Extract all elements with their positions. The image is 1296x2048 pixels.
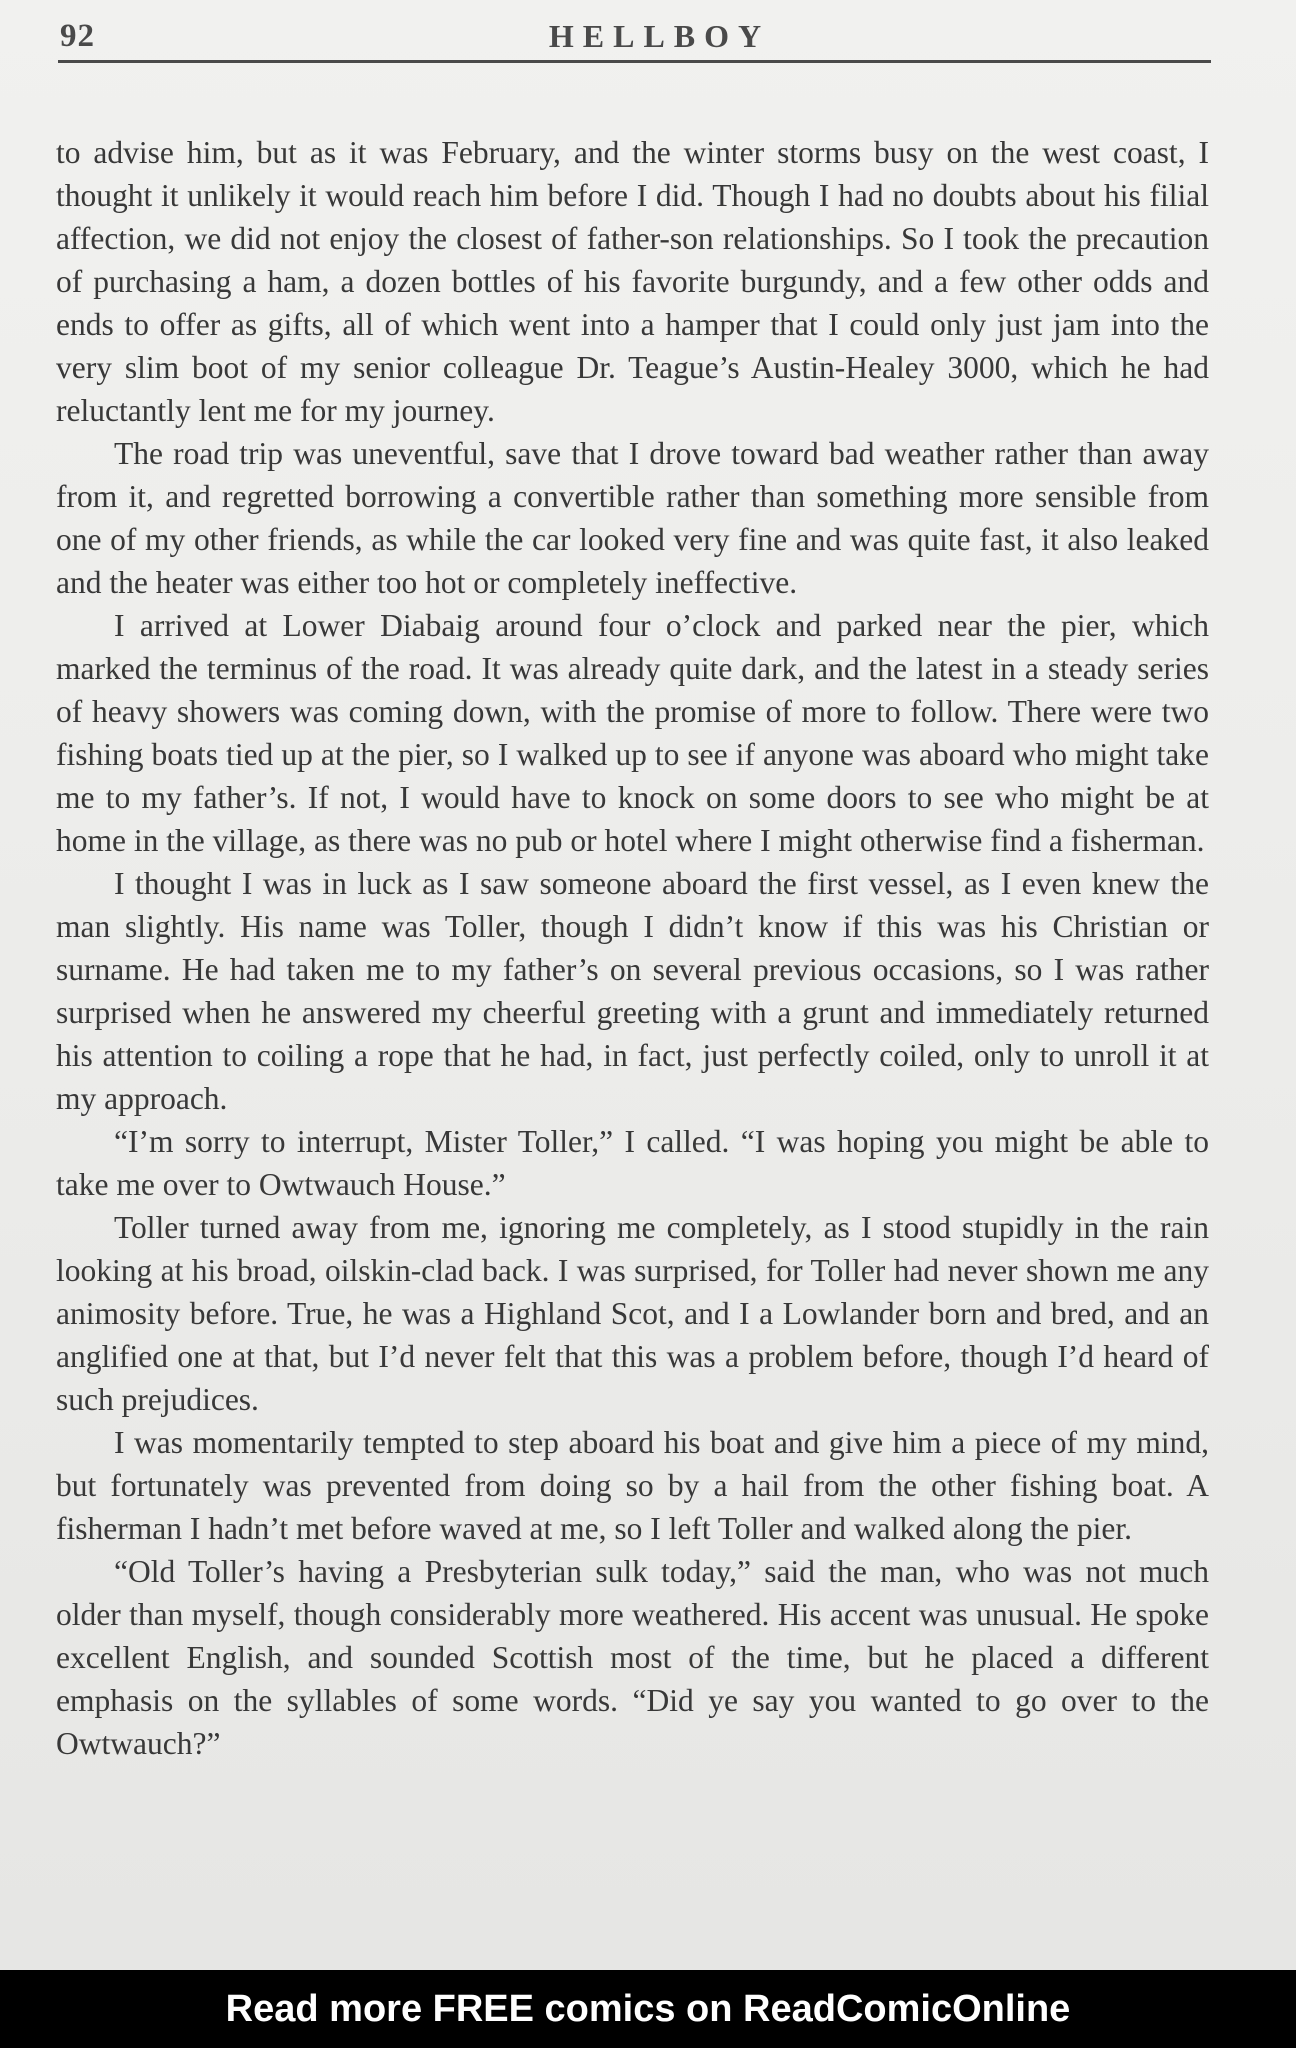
paragraph: to advise him, but as it was February, and the winter storms busy on the west coast, I thought it unlikely it would reach him before I did. Though I had no doubts about his filial affection, we did not enjoy the closest of father-son relationships. So I took the precaution of purchasing a ham, a dozen bottles of his favorite burgundy, and a few other odds and ends to offer as gifts, all of which went into a hamper that I could only just jam into the very slim boot of my senior colleague Dr. Teague’s Austin-Healey 3000, which he had reluctantly lent me for my journey.: [56, 135, 1209, 428]
paragraph: The road trip was uneventful, save that I drove toward bad weather rather than away from it, and regretted borrowing a convertible rather than something more sensible from one of my other friends, as while the car looked very fine and was quite fast, it also leaked and the heater was either too hot or completely ineffective.: [56, 436, 1209, 600]
promo-banner-link[interactable]: Read more FREE comics on ReadComicOnline: [0, 1970, 1296, 2048]
body-text: [56, 131, 1209, 1765]
paragraph: “Old Toller’s having a Presbyterian sulk today,” said the man, who was not much older than myself, though considerably more weathered. His accent was unusual. He spoke excellent English, and sounded Scottish most of the time, but he placed a different emphasis on the syllables of some words. “Did ye say you wanted to go over to the Owtwauch?”: [56, 1554, 1209, 1761]
paragraph: “I’m sorry to interrupt, Mister Toller,” I called. “I was hoping you might be able to take me over to Owtwauch House.”: [56, 1124, 1209, 1202]
paragraph: Toller turned away from me, ignoring me completely, as I stood stupidly in the rain looking at his broad, oilskin-clad back. I was surprised, for Toller had never shown me any animosity before. True, he was a Highland Scot, and I a Lowlander born and bred, and an anglified one at that, but I’d never felt that this was a problem before, though I’d heard of such prejudices.: [56, 1210, 1209, 1417]
paragraph: I thought I was in luck as I saw someone aboard the first vessel, as I even knew the man slightly. His name was Toller, though I didn’t know if this was his Christian or surname. He had taken me to my father’s on several previous occasions, so I was rather surprised when he answered my cheerful greeting with a grunt and immediately returned his attention to coiling a rope that he had, in fact, just perfectly coiled, only to unroll it at my approach.: [56, 866, 1209, 1116]
running-title: HELLBOY: [548, 18, 771, 54]
page-number: 92: [60, 18, 95, 54]
paragraph: I was momentarily tempted to step aboard his boat and give him a piece of my mind, but fortunately was prevented from doing so by a hail from the other fishing boat. A fisherman I hadn’t met before waved at me, so I left Toller and walked along the pier.: [56, 1425, 1209, 1546]
page-header: [58, 14, 1211, 63]
paragraph: I arrived at Lower Diabaig around four o’clock and parked near the pier, which marked the terminus of the road. It was already quite dark, and the latest in a steady series of heavy showers was coming down, with the promise of more to follow. There were two fishing boats tied up at the pier, so I walked up to see if anyone was aboard who might take me to my father’s. If not, I would have to knock on some doors to see who might be at home in the village, as there was no pub or hotel where I might otherwise find a fisherman.: [56, 608, 1209, 858]
